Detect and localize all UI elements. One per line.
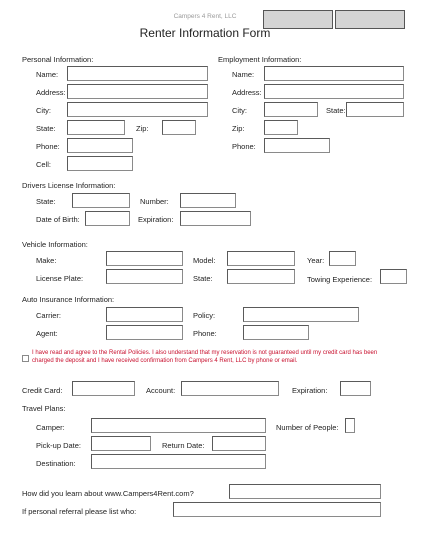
personal-city-label: City: [36, 106, 51, 115]
employment-address-label: Address: [232, 88, 262, 97]
account-field[interactable] [181, 381, 279, 396]
personal-state-label: State: [36, 124, 56, 133]
insurance-agent-label: Agent: [36, 329, 58, 338]
vehicle-plate-label: License Plate: [36, 274, 84, 283]
personal-city-field[interactable] [67, 102, 208, 117]
license-number-field[interactable] [180, 193, 236, 208]
pickup-field[interactable] [91, 436, 151, 451]
license-expiration-label: Expiration: [138, 215, 174, 224]
vehicle-make-label: Make: [36, 256, 57, 265]
personal-zip-label: Zip: [136, 124, 149, 133]
employment-name-label: Name: [232, 70, 255, 79]
vehicle-plate-field[interactable] [106, 269, 183, 284]
vehicle-state-field[interactable] [227, 269, 295, 284]
license-state-label: State: [36, 197, 56, 206]
personal-address-label: Address: [36, 88, 66, 97]
license-state-field[interactable] [72, 193, 130, 208]
form-title: Renter Information Form [139, 26, 271, 40]
personal-cell-field[interactable] [67, 156, 133, 171]
employment-zip-field[interactable] [264, 120, 298, 135]
insurance-policy-label: Policy: [193, 311, 216, 320]
employment-state-field[interactable] [346, 102, 404, 117]
personal-phone-field[interactable] [67, 138, 133, 153]
license-heading: Drivers License Information: [22, 181, 116, 190]
vehicle-heading: Vehicle Information: [22, 240, 88, 249]
personal-phone-label: Phone: [36, 142, 60, 151]
vehicle-state-label: State: [193, 274, 213, 283]
personal-name-label: Name: [36, 70, 59, 79]
insurance-carrier-field[interactable] [106, 307, 183, 322]
credit-card-label: Credit Card: [22, 386, 63, 395]
insurance-phone-field[interactable] [243, 325, 309, 340]
employment-state-label: State: [326, 106, 346, 115]
employment-zip-label: Zip: [232, 124, 245, 133]
camper-label: Camper: [36, 423, 65, 432]
vehicle-model-label: Model: [193, 256, 216, 265]
company-name: Campers 4 Rent, LLC [173, 13, 237, 20]
return-date-label: Return Date: [162, 441, 205, 450]
return-date-field[interactable] [212, 436, 266, 451]
destination-label: Destination: [36, 459, 76, 468]
personal-name-field[interactable] [67, 66, 208, 81]
people-label: Number of People: [276, 423, 339, 432]
vehicle-towing-label: Towing Experience: [307, 275, 373, 284]
referral-field[interactable] [173, 502, 381, 517]
license-dob-field[interactable] [85, 211, 130, 226]
expiration-field[interactable] [340, 381, 371, 396]
personal-heading: Personal Information: [22, 55, 94, 64]
vehicle-make-field[interactable] [106, 251, 183, 266]
employment-city-field[interactable] [264, 102, 318, 117]
employment-phone-field[interactable] [264, 138, 330, 153]
employment-city-label: City: [232, 106, 247, 115]
people-field[interactable] [345, 418, 355, 433]
insurance-heading: Auto Insurance Information: [22, 295, 115, 304]
agreement-text: I have read and agree to the Rental Policies. I also understand that my reservation is not guaranteed until my credit card has been charged the deposit and I have received confirmation from Campers 4 Rent, LLC by phone or email. [32, 350, 378, 364]
employment-address-field[interactable] [264, 84, 404, 99]
credit-card-field[interactable] [72, 381, 135, 396]
vehicle-towing-field[interactable] [380, 269, 407, 284]
vehicle-year-field[interactable] [329, 251, 356, 266]
license-dob-label: Date of Birth: [36, 215, 80, 224]
learn-about-field[interactable] [229, 484, 381, 499]
expiration-label: Expiration: [292, 386, 328, 395]
camper-field[interactable] [91, 418, 266, 433]
employment-name-field[interactable] [264, 66, 404, 81]
personal-zip-field[interactable] [162, 120, 196, 135]
personal-address-field[interactable] [67, 84, 208, 99]
learn-about-label: How did you learn about www.Campers4Rent.com? [22, 489, 194, 498]
personal-cell-label: Cell: [36, 160, 52, 169]
personal-state-field[interactable] [67, 120, 125, 135]
referral-label: If personal referral please list who: [22, 507, 137, 516]
vehicle-year-label: Year: [307, 256, 325, 265]
account-label: Account: [146, 386, 176, 395]
license-number-label: Number: [140, 197, 169, 206]
employment-phone-label: Phone: [232, 142, 256, 151]
insurance-policy-field[interactable] [243, 307, 359, 322]
travel-heading: Travel Plans: [22, 404, 66, 413]
insurance-carrier-label: Carrier: [36, 311, 62, 320]
employment-heading: Employment Information: [218, 55, 302, 64]
agreement-checkbox[interactable] [22, 355, 29, 362]
insurance-agent-field[interactable] [106, 325, 183, 340]
license-expiration-field[interactable] [180, 211, 251, 226]
pickup-label: Pick-up Date: [36, 441, 82, 450]
insurance-phone-label: Phone: [193, 329, 217, 338]
vehicle-model-field[interactable] [227, 251, 295, 266]
destination-field[interactable] [91, 454, 266, 469]
